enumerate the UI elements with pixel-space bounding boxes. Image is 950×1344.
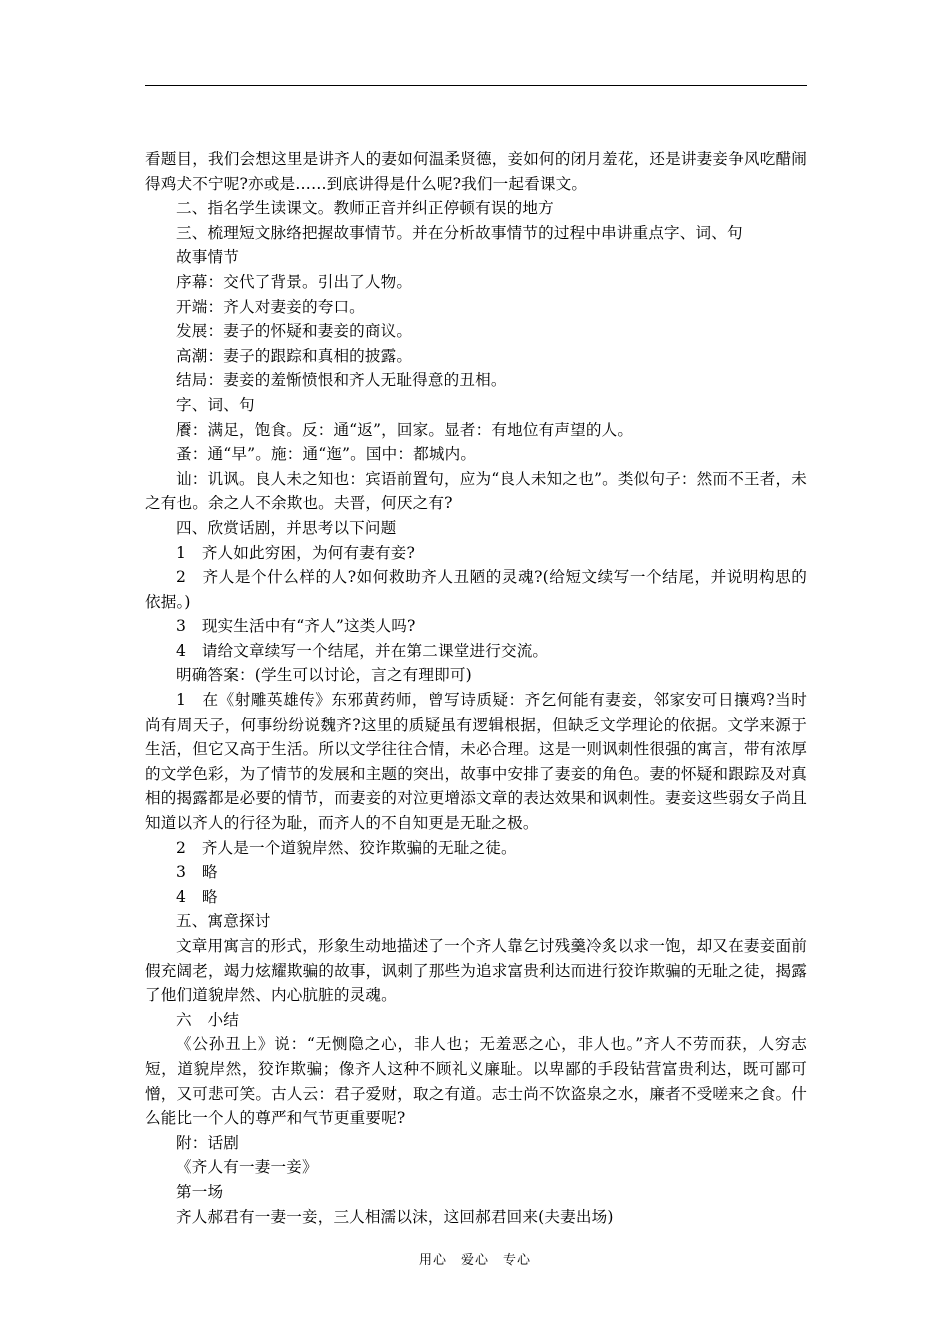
paragraph: 看题目，我们会想这里是讲齐人的妻如何温柔贤德，妾如何的闭月羞花，还是讲妻妾争风吃醋闹得鸡犬不宁呢?亦或是……到底讲得是什么呢?我们一起看课文。 xyxy=(145,150,807,193)
paragraph: 故事情节 xyxy=(176,248,239,267)
document-body xyxy=(145,147,807,1229)
paragraph: 1 在《射雕英雄传》东邪黄药师，曾写诗质疑：齐乞何能有妻妾，邻家安可日攘鸡?当时尚有周天子，何事纷纷说魏齐?这里的质疑虽有逻辑根据，但缺乏文学理论的依据。文学来源于生活，但它又高于生活。所以文学往往合情，未必合理。这是一则讽刺性很强的寓言，带有浓厚的文学色彩，为了情节的发展和主题的突出，故事中安排了妻妾的角色。妻的怀疑和跟踪及对真相的揭露都是必要的情节，而妻妾的对泣更增添文章的表达效果和讽刺性。妻妾这些弱女子尚且知道以齐人的行径为耻，而齐人的不自知更是无耻之极。 xyxy=(145,691,807,833)
paragraph: 四、欣赏话剧，并思考以下问题 xyxy=(176,518,397,537)
paragraph: 1 齐人如此穷困，为何有妻有妾? xyxy=(176,543,415,562)
paragraph: 3 略 xyxy=(176,863,218,882)
paragraph: 2 齐人是一个道貌岸然、狡诈欺骗的无耻之徒。 xyxy=(176,838,517,857)
paragraph: 4 略 xyxy=(176,887,218,906)
paragraph: 开端：齐人对妻妾的夸口。 xyxy=(176,297,365,316)
paragraph: 字、词、句 xyxy=(176,395,255,414)
paragraph: 二、指名学生读课文。教师正音并纠正停顿有误的地方 xyxy=(176,199,554,218)
paragraph: 3 现实生活中有“齐人”这类人吗? xyxy=(176,617,416,636)
paragraph: 餍：满足，饱食。反：通“返”，回家。显者：有地位有声望的人。 xyxy=(176,420,634,439)
paragraph: 明确答案：(学生可以讨论，言之有理即可) xyxy=(176,666,472,685)
header-rule xyxy=(145,85,807,86)
paragraph: 《齐人有一妻一妾》 xyxy=(176,1158,318,1177)
paragraph: 高潮：妻子的跟踪和真相的披露。 xyxy=(176,346,413,365)
paragraph: 讪：讥讽。良人未之知也：宾语前置句，应为“良人未知之也”。类似句子：然而不王者，未之有也。余之人不余欺也。夫晋，何厌之有? xyxy=(145,469,807,513)
paragraph: 序幕：交代了背景。引出了人物。 xyxy=(176,272,413,291)
paragraph: 齐人郝君有一妻一妾，三人相濡以沫，这回郝君回来(夫妻出场) xyxy=(176,1207,614,1226)
paragraph: 2 齐人是个什么样的人?如何救助齐人丑陋的灵魂?(给短文续写一个结尾，并说明构思的依据。) xyxy=(145,568,807,611)
paragraph: 4 请给文章续写一个结尾，并在第二课堂进行交流。 xyxy=(176,641,549,660)
paragraph: 三、梳理短文脉络把握故事情节。并在分析故事情节的过程中串讲重点字、词、句 xyxy=(176,223,743,242)
paragraph: 《公孙丑上》说：“无恻隐之心，非人也；无羞恶之心，非人也。”齐人不劳而获，人穷志短，道貌岸然，狡诈欺骗；像齐人这种不顾礼义廉耻。以卑鄙的手段钻营富贵利达，既可鄙可憎，又可悲可笑。古人云：君子爱财，取之有道。志士尚不饮盗泉之水，廉者不受嗟来之食。什么能比一个人的尊严和气节更重要呢? xyxy=(145,1035,807,1128)
paragraph: 六 小结 xyxy=(176,1010,239,1029)
paragraph: 文章用寓言的形式，形象生动地描述了一个齐人靠乞讨残羹冷炙以求一饱，却又在妻妾面前假充阔老，竭力炫耀欺骗的故事，讽刺了那些为追求富贵利达而进行狡诈欺骗的无耻之徒，揭露了他们道貌岸然、内心肮脏的灵魂。 xyxy=(145,937,807,1005)
paragraph: 第一场 xyxy=(176,1182,224,1201)
paragraph: 发展：妻子的怀疑和妻妾的商议。 xyxy=(176,322,413,341)
paragraph: 附：话剧 xyxy=(176,1133,239,1152)
paragraph: 五、寓意探讨 xyxy=(176,912,271,931)
paragraph: 蚤：通“早”。施：通“迤”。国中：都城内。 xyxy=(176,445,477,464)
paragraph: 结局：妻妾的羞惭愤恨和齐人无耻得意的丑相。 xyxy=(176,371,507,390)
page-footer: 用心 爱心 专心 xyxy=(418,1253,531,1268)
